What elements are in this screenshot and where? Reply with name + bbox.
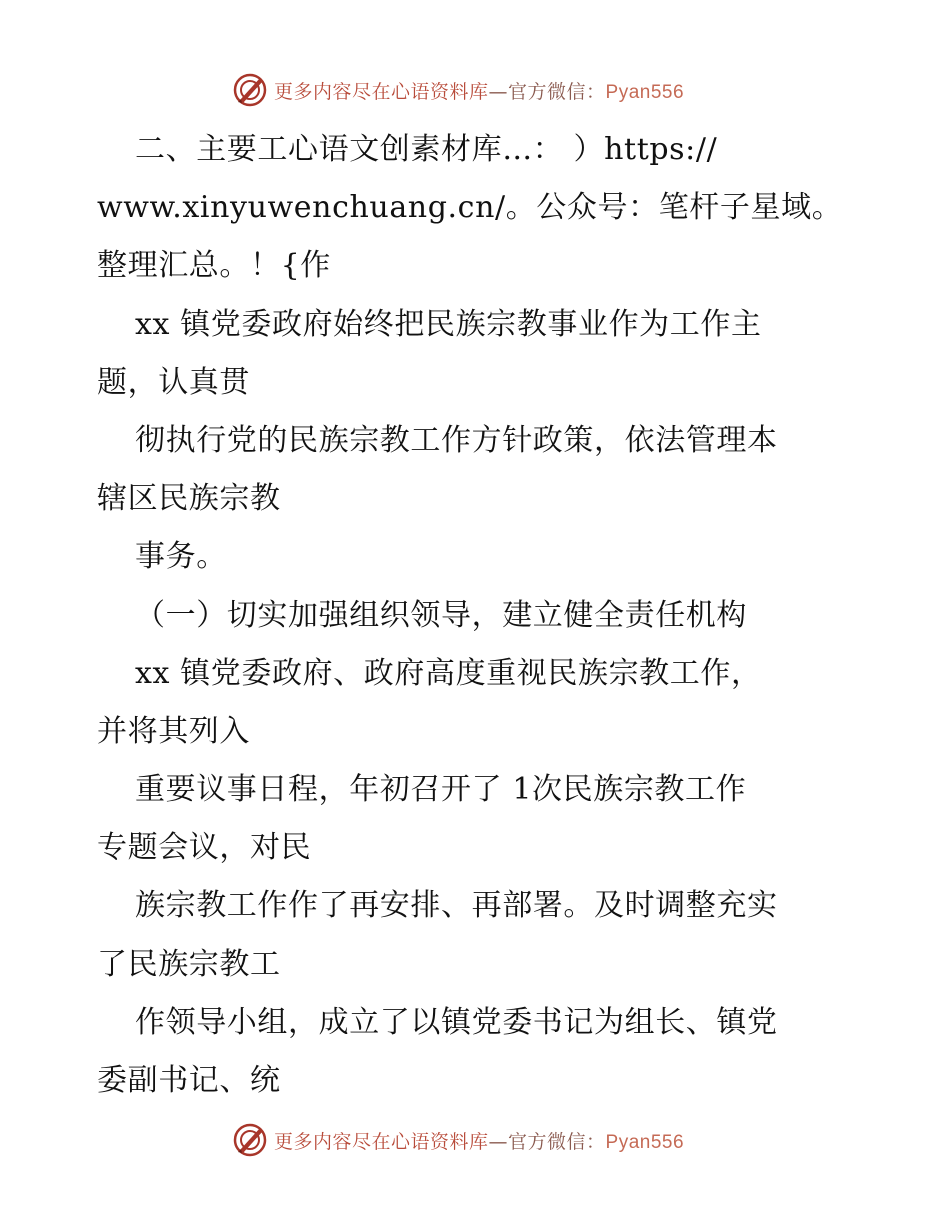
logo-icon <box>232 1122 268 1158</box>
header-banner-main: 更多内容尽在心语资料库 <box>274 80 489 103</box>
text-line: 了民族宗教工 <box>97 946 281 982</box>
footer-banner-text <box>274 1127 684 1154</box>
text-line: 彻执行党的民族宗教工作方针政策，依法管理本 <box>135 422 778 458</box>
header-banner-text <box>274 77 684 104</box>
text-line: xx 镇党委政府始终把民族宗教事业作为工作主 <box>135 306 762 342</box>
footer-banner-id: Pyan556 <box>605 1131 685 1153</box>
header-banner-sub: —官方微信： <box>488 80 606 103</box>
text-line: 事务。 <box>135 539 227 575</box>
text-line: 重要议事日程，年初召开了 1次民族宗教工作 <box>135 772 747 808</box>
header-banner <box>232 70 752 110</box>
text-line: 并将其列入 <box>97 713 250 749</box>
text-line: 辖区民族宗教 <box>97 481 281 517</box>
header-banner-id: Pyan556 <box>605 81 685 103</box>
text-line: 族宗教工作作了再安排、再部署。及时调整充实 <box>135 888 778 924</box>
footer-banner-main: 更多内容尽在心语资料库 <box>274 1130 489 1153</box>
logo-icon <box>232 72 268 108</box>
footer-banner-sub: —官方微信： <box>488 1130 606 1153</box>
text-line: 二、主要工心语文创素材库…： ）https:// <box>135 132 718 167</box>
text-line: 委副书记、统 <box>97 1063 281 1098</box>
footer-banner <box>232 1120 752 1160</box>
section-heading: （一）切实加强组织领导，建立健全责任机构 <box>135 597 747 633</box>
text-line: 题，认真贯 <box>97 364 250 400</box>
text-line: xx 镇党委政府、政府高度重视民族宗教工作， <box>135 655 762 691</box>
document-body <box>97 121 867 1110</box>
text-line: 整理汇总。！{作 <box>97 248 331 284</box>
text-line: 专题会议，对民 <box>97 830 312 866</box>
text-line: www.xinyuwenchuang.cn/。公众号：笔杆子星域。 <box>97 190 843 226</box>
text-line: 作领导小组，成立了以镇党委书记为组长、镇党 <box>135 1004 778 1040</box>
